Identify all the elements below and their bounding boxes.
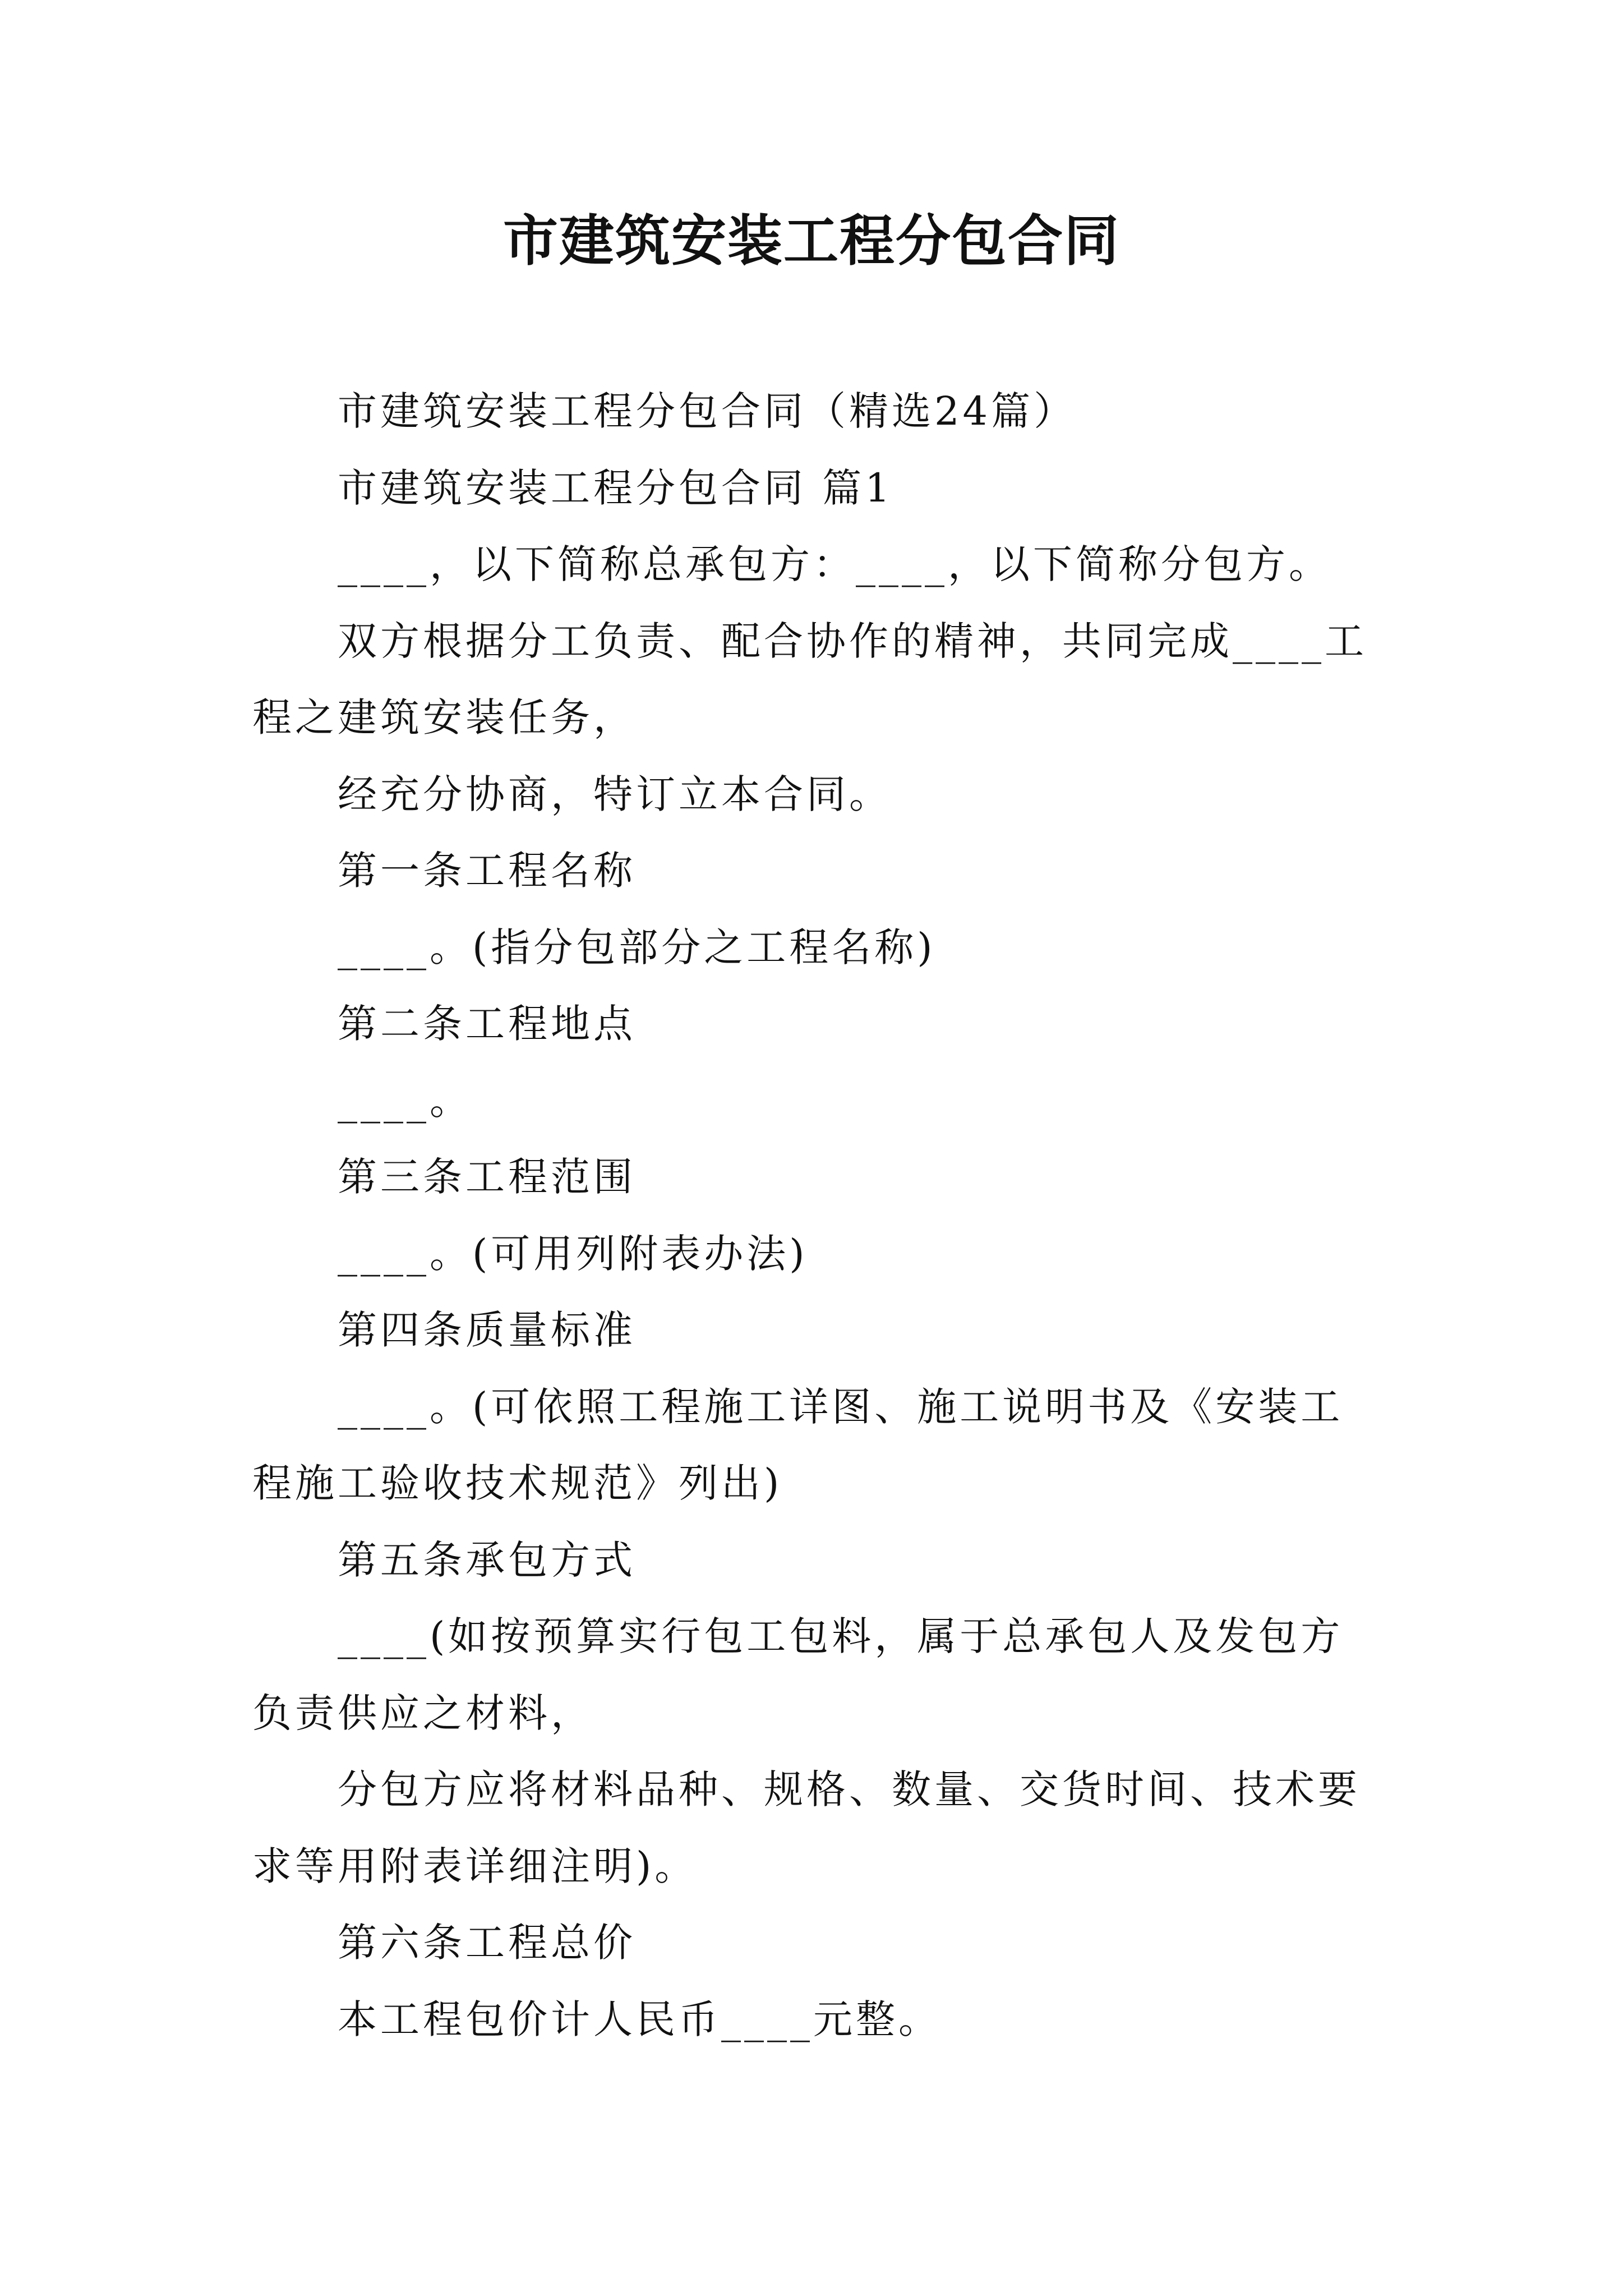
clause-1-content: ____。(指分包部分之工程名称): [338, 924, 936, 970]
clause-5-heading: 第五条承包方式: [338, 1536, 636, 1583]
clause-3-content: ____。(可用列附表办法): [338, 1230, 808, 1277]
paragraph-agreement: 经充分协商，特订立本合同。: [338, 771, 892, 817]
clause-2-heading: 第二条工程地点: [338, 1001, 636, 1047]
clause-6-content: 本工程包价计人民币____元整。: [338, 1996, 941, 2042]
clause-3-heading: 第三条工程范围: [338, 1154, 636, 1200]
paragraph-cooperation: 双方根据分工负责、配合协作的精神，共同完成____工程之建筑安装任务，: [252, 618, 1367, 740]
clause-1-heading: 第一条工程名称: [338, 848, 636, 894]
document-body: [252, 373, 1376, 2058]
clause-2-content: ____。: [338, 1077, 472, 1124]
paragraph-parties: ____，以下简称总承包方：____，以下简称分包方。: [338, 541, 1331, 587]
paragraph-article-heading: 市建筑安装工程分包合同 篇1: [338, 464, 893, 511]
clause-4-content: ____。(可依照工程施工详图、施工说明书及《安装工程施工验收技术规范》列出): [252, 1383, 1344, 1506]
document-title: 市建筑安装工程分包合同: [502, 209, 1120, 273]
clause-5-content-continued: 分包方应将材料品种、规格、数量、交货时间、技术要求等用附表详细注明)。: [252, 1766, 1361, 1889]
clause-6-heading: 第六条工程总价: [338, 1920, 636, 1966]
paragraph-collection-heading: 市建筑安装工程分包合同（精选24篇）: [338, 388, 1077, 434]
clause-4-heading: 第四条质量标准: [338, 1307, 636, 1353]
clause-5-content: ____(如按预算实行包工包料，属于总承包人及发包方负责供应之材料，: [252, 1613, 1344, 1736]
